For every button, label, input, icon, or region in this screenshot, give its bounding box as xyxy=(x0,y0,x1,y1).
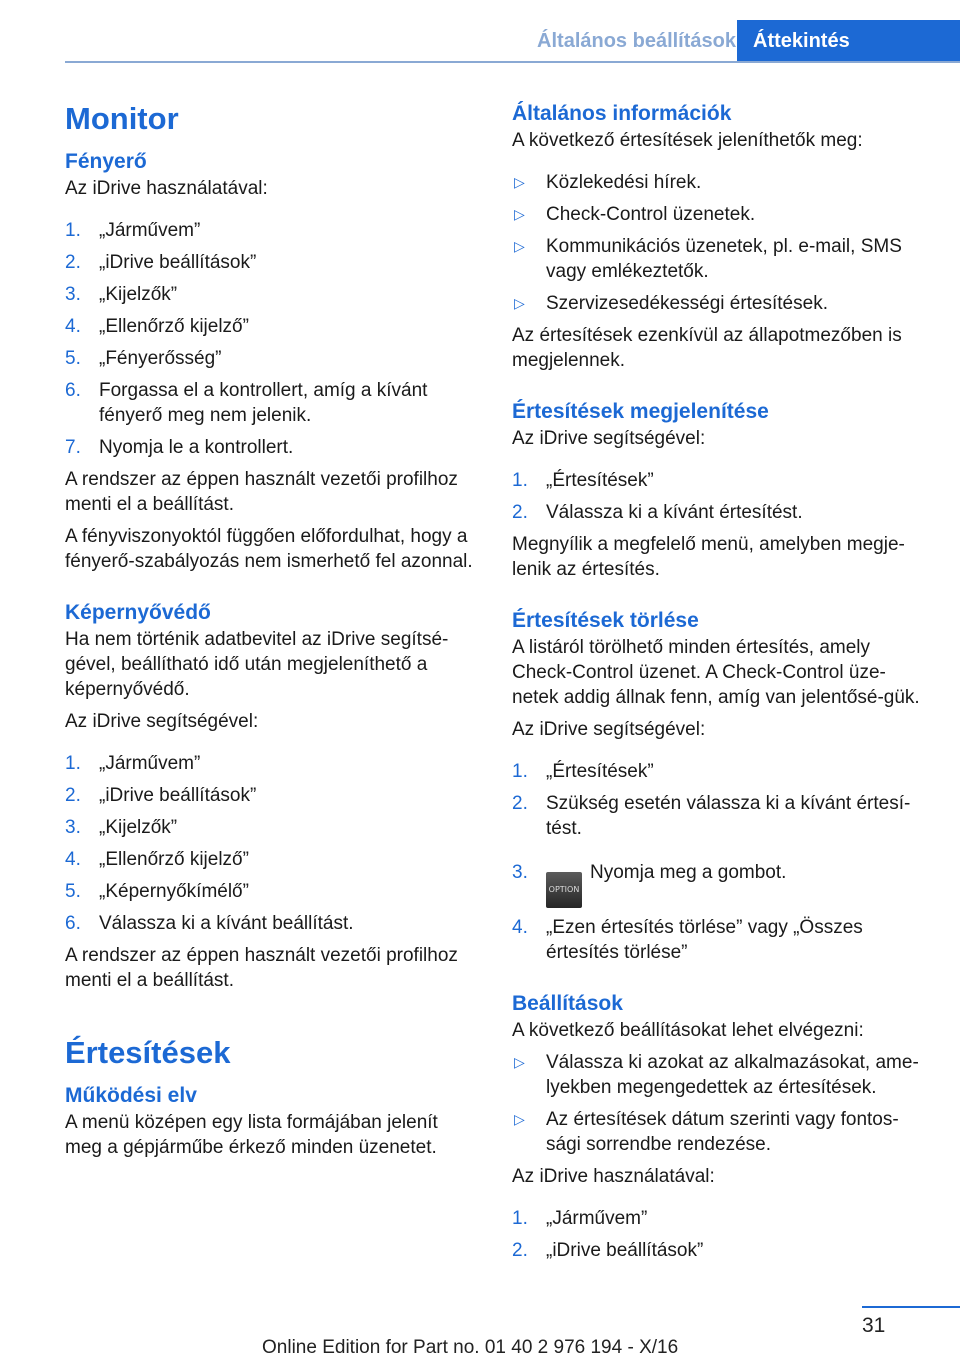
list-item: ▷ Közlekedési hírek. xyxy=(514,172,702,193)
list-item: 1. „Járművem” xyxy=(65,220,201,241)
list-item: ▷ Szervizesedékességi értesítések. xyxy=(514,293,828,314)
delete-intro: Az iDrive segítségével: xyxy=(512,719,706,740)
list-item: 5. „Fényerősség” xyxy=(65,348,222,369)
list-item: 2. „iDrive beállítások” xyxy=(512,1240,704,1261)
header-tab-overview[interactable]: Áttekintés xyxy=(737,20,960,63)
left-column xyxy=(65,100,477,1167)
delete-heading: Értesítések törlése xyxy=(512,609,699,632)
list-item: 3. OPTIONNyomja meg a gombot. xyxy=(512,848,926,908)
settings-intro: A következő beállításokat lehet elvégezni: xyxy=(512,1020,864,1041)
header-section-title: Általános beállítások xyxy=(537,30,736,52)
list-item: 2. „iDrive beállítások” xyxy=(65,785,257,806)
list-item: 6. Válassza ki a kívánt beállítást. xyxy=(65,913,354,934)
display-intro: Az iDrive segítségével: xyxy=(512,428,706,449)
list-item: 1. „Értesítések” xyxy=(512,761,654,782)
list-item: 1. „Járművem” xyxy=(512,1208,648,1229)
screensaver-heading: Képernyővédő xyxy=(65,601,211,624)
header-divider xyxy=(65,61,960,63)
settings-steps xyxy=(512,1206,926,1263)
list-item: ▷ Az értesítések dátum szerinti vagy fontos‐sági sorrendbe rendezése. xyxy=(514,1109,899,1155)
brightness-heading: Fényerő xyxy=(65,150,147,173)
footer-divider xyxy=(862,1306,960,1308)
list-item: 4. „Ellenőrző kijelző” xyxy=(65,849,249,870)
general-intro: A következő értesítések jeleníthetők meg: xyxy=(512,130,863,151)
list-item: 3. „Kijelzők” xyxy=(65,817,178,838)
monitor-title: Monitor xyxy=(65,101,179,136)
list-item: 4. „Ezen értesítés törlése” vagy „Összes értesítés törlése” xyxy=(512,917,863,963)
display-note: Megnyílik a megfelelő menü, amelyben megje‐lenik az értesítés. xyxy=(512,534,905,580)
list-item: ▷ Kommunikációs üzenetek, pl. e-mail, SMS vagy emlékeztetők. xyxy=(514,236,902,282)
notifications-title: Értesítések xyxy=(65,1035,231,1070)
principle-text: A menü középen egy lista formájában jelenít meg a gépjárműbe érkező minden üzenetet. xyxy=(65,1112,438,1158)
general-note: Az értesítések ezenkívül az állapotmezőben is megjelennek. xyxy=(512,325,902,371)
settings-intro-2: Az iDrive használatával: xyxy=(512,1166,715,1187)
list-item: 4. „Ellenőrző kijelző” xyxy=(65,316,249,337)
list-item: 2. „iDrive beállítások” xyxy=(65,252,257,273)
delete-steps xyxy=(512,759,926,965)
settings-heading: Beállítások xyxy=(512,992,623,1015)
principle-heading: Működési elv xyxy=(65,1084,197,1107)
list-item: 6. Forgassa el a kontrollert, amíg a kívánt fényerő meg nem jelenik. xyxy=(65,380,428,426)
page-number: 31 xyxy=(862,1314,886,1337)
brightness-intro: Az iDrive használatával: xyxy=(65,178,268,199)
delete-text: A listáról törölhető minden értesítés, amely Check-Control üzenet. A Check-Control üze‐netek addig állnak fenn, amíg van jelentősé‐gük. xyxy=(512,637,920,708)
list-item: 3. „Kijelzők” xyxy=(65,284,178,305)
screensaver-intro: Az iDrive segítségével: xyxy=(65,711,259,732)
brightness-note-2: A fényviszonyoktól függően előfordulhat, hogy a fényerő-szabályozás nem ismerhető fel azonnal. xyxy=(65,526,473,572)
option-button-icon: OPTION xyxy=(546,872,582,908)
list-item: ▷ Válassza ki azokat az alkalmazásokat, ame‐lyekben megengedettek az értesítések. xyxy=(514,1052,919,1098)
display-steps xyxy=(512,468,926,525)
list-item: 1. „Járművem” xyxy=(65,753,201,774)
brightness-steps xyxy=(65,218,477,460)
settings-items xyxy=(512,1050,926,1157)
list-item: 2. Szükség esetén válassza ki a kívánt értesí‐tést. xyxy=(512,793,911,839)
list-item: 7. Nyomja le a kontrollert. xyxy=(65,437,294,458)
list-item: 5. „Képernyőkímélő” xyxy=(65,881,249,902)
right-column xyxy=(512,100,926,1270)
display-heading: Értesítések megjelenítése xyxy=(512,400,769,423)
general-heading: Általános információk xyxy=(512,102,732,125)
brightness-note-1: A rendszer az éppen használt vezetői profilhoz menti el a beállítást. xyxy=(65,469,458,515)
edition-footer: Online Edition for Part no. 01 40 2 976 194 - X/16 xyxy=(262,1337,679,1358)
screensaver-note: A rendszer az éppen használt vezetői profilhoz menti el a beállítást. xyxy=(65,945,458,991)
general-items xyxy=(512,170,926,316)
list-item: 2. Válassza ki a kívánt értesítést. xyxy=(512,502,803,523)
screensaver-steps xyxy=(65,751,477,936)
list-item: ▷ Check-Control üzenetek. xyxy=(514,204,756,225)
list-item: 1. „Értesítések” xyxy=(512,470,654,491)
screensaver-text: Ha nem történik adatbevitel az iDrive segítsé‐gével, beállítható idő után megjeleníthető a képernyővédő. xyxy=(65,629,449,700)
